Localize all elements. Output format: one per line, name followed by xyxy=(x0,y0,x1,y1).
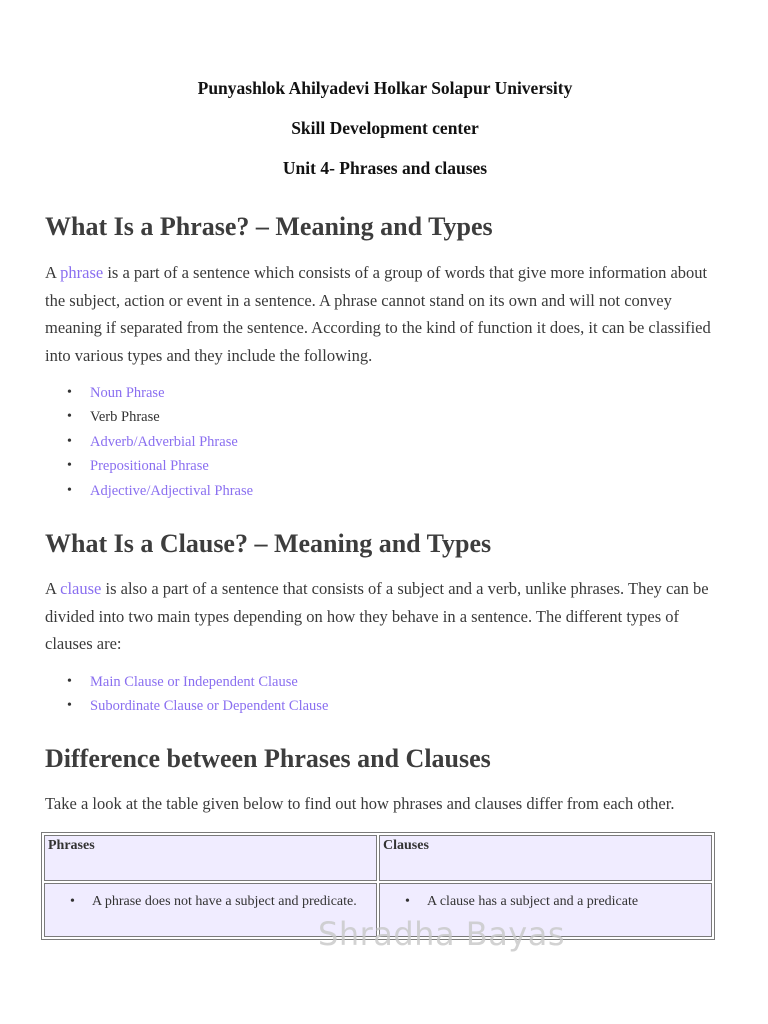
university-title: Punyashlok Ahilyadevi Holkar Solapur University xyxy=(197,78,573,98)
list-item xyxy=(45,430,253,454)
bullet-icon: • xyxy=(67,409,72,425)
bullet-icon: • xyxy=(405,894,410,909)
clause-intro xyxy=(45,575,725,658)
clause-intro-rest: is also a part of a sentence that consists of a subject and a verb, unlike phrases. They can be divided into two main types depending on how they behave in a sentence. The different types of clauses are: xyxy=(45,579,709,653)
phrase-intro-rest: is a part of a sentence which consists of a group of words that give more information about the subject, action or event in a sentence. A phrase cannot stand on its own and will not convey meaning if separated from the sentence. According to the kind of function it does, it can be classified into various types and they include the following. xyxy=(45,263,711,365)
list-item xyxy=(45,670,328,694)
bullet-icon: • xyxy=(67,698,72,714)
table-header-phrases: Phrases xyxy=(44,835,377,881)
clause-intro-prefix: A xyxy=(45,579,61,598)
bullet-icon: • xyxy=(70,894,75,909)
phrase-link[interactable]: phrase xyxy=(60,263,104,282)
list-item xyxy=(48,892,373,911)
clause-link[interactable]: clause xyxy=(60,579,102,598)
subordinate-clause-link[interactable]: Subordinate Clause or Dependent Clause xyxy=(90,698,329,715)
phrase-intro-prefix: A xyxy=(45,263,61,282)
list-item xyxy=(45,479,253,503)
bullet-icon: • xyxy=(67,458,72,474)
phrase-types-list xyxy=(45,381,253,503)
noun-phrase-link[interactable]: Noun Phrase xyxy=(90,385,165,401)
table-header-row xyxy=(44,835,712,881)
main-clause-link[interactable]: Main Clause or Independent Clause xyxy=(90,674,298,690)
verb-phrase-text: Verb Phrase xyxy=(90,409,160,426)
list-item xyxy=(45,694,328,718)
clause-heading: What Is a Clause? – Meaning and Types xyxy=(45,529,492,558)
bullet-icon: • xyxy=(67,674,72,689)
list-item xyxy=(45,381,253,405)
adverb-phrase-link[interactable]: Adverb/Adverbial Phrase xyxy=(90,433,238,450)
bullet-icon: • xyxy=(67,482,72,498)
prepositional-phrase-link[interactable]: Prepositional Phrase xyxy=(90,458,209,475)
adjective-phrase-link[interactable]: Adjective/Adjectival Phrase xyxy=(90,482,254,499)
table-header-clauses: Clauses xyxy=(379,835,712,881)
difference-intro: Take a look at the table given below to find out how phrases and clauses differ from each other. xyxy=(45,794,675,813)
phrase-heading: What Is a Phrase? – Meaning and Types xyxy=(45,212,493,241)
phrase-intro xyxy=(45,259,725,369)
list-item xyxy=(45,405,253,429)
unit-title: Unit 4- Phrases and clauses xyxy=(282,158,488,178)
bullet-icon: • xyxy=(67,385,72,400)
list-item xyxy=(45,454,253,478)
list-item xyxy=(383,892,708,911)
bullet-icon: • xyxy=(67,433,72,449)
center-title: Skill Development center xyxy=(291,118,479,138)
clause-difference-text: A clause has a subject and a predicate xyxy=(427,894,639,909)
phrase-difference-text: A phrase does not have a subject and predicate. xyxy=(92,894,357,909)
difference-heading: Difference between Phrases and Clauses xyxy=(45,744,491,773)
clause-types-list xyxy=(45,670,328,719)
watermark-text: Shradha Bayas xyxy=(318,915,566,953)
